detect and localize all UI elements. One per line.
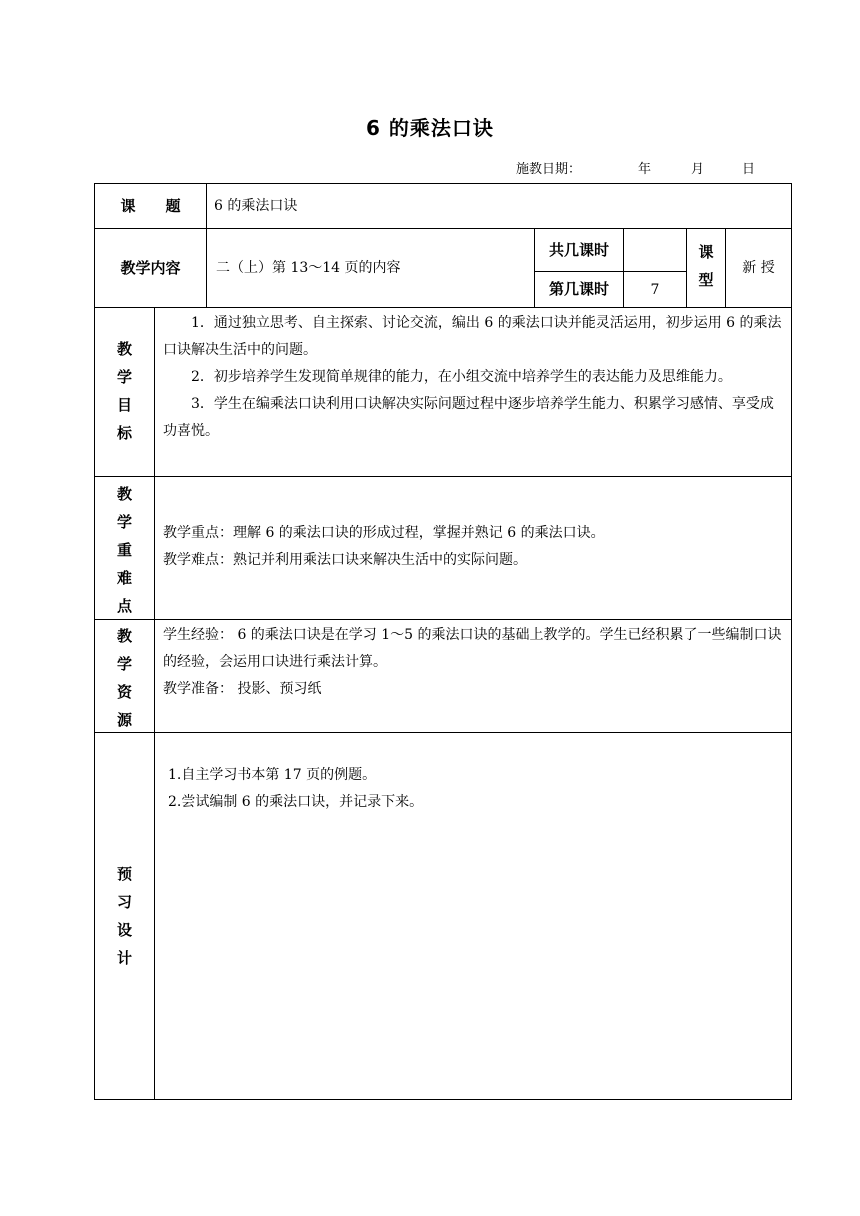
document-title: 6 的乘法口诀 (366, 116, 494, 140)
lesson-number-label: 第几课时 (548, 280, 609, 298)
goals-content (163, 310, 785, 445)
lesson-type-value: 新 授 (742, 260, 775, 276)
date-year: 年 (638, 162, 652, 177)
lesson-type-label: 课 型 (698, 243, 714, 289)
resource-item: 教学准备： 投影、预习纸 (163, 681, 322, 697)
key-points-content (163, 520, 785, 574)
date-month: 月 (691, 162, 705, 177)
key-points-label: 教 学 重 难 点 (116, 485, 132, 615)
preview-label: 预 习 设 计 (116, 865, 132, 967)
total-lessons-label: 共几课时 (548, 241, 609, 259)
resource-item: 学生经验： 6 的乘法口诀是在学习 1～5 的乘法口诀的基础上教学的。学生已经积累了一些编制口诀的经验，会运用口诀进行乘法计算。 (163, 627, 782, 670)
key-point-item: 教学难点：熟记并利用乘法口诀来解决生活中的实际问题。 (163, 552, 527, 568)
lesson-number-value: 7 (650, 282, 660, 298)
topic-label: 课 题 (120, 197, 181, 215)
total-lessons-value (624, 229, 686, 271)
content-label: 教学内容 (120, 259, 181, 277)
preview-item: 1.自主学习书本第 17 页的例题。 (168, 767, 377, 783)
resources-label: 教 学 资 源 (116, 627, 132, 729)
resources-content (163, 622, 785, 703)
preview-content (168, 762, 784, 816)
date-day: 日 (742, 162, 756, 177)
goal-item: 1．通过独立思考、自主探索、讨论交流，编出 6 的乘法口诀并能灵活运用，初步运用 6 的乘法口诀解决生活中的问题。 (163, 315, 782, 358)
topic-value: 6 的乘法口诀 (214, 198, 298, 214)
goal-item: 3．学生在编乘法口诀利用口诀解决实际问题过程中逐步培养学生能力、积累学习感情、享受成功喜悦。 (163, 396, 774, 439)
content-value: 二（上）第 13～14 页的内容 (216, 260, 401, 276)
date-label: 施教日期： (516, 162, 582, 177)
preview-item: 2.尝试编制 6 的乘法口诀，并记录下来。 (168, 794, 424, 810)
goals-label: 教 学 目 标 (116, 340, 132, 442)
key-point-item: 教学重点：理解 6 的乘法口诀的形成过程，掌握并熟记 6 的乘法口诀。 (163, 525, 605, 541)
goal-item: 2．初步培养学生发现简单规律的能力，在小组交流中培养学生的表达能力及思维能力。 (191, 369, 732, 385)
